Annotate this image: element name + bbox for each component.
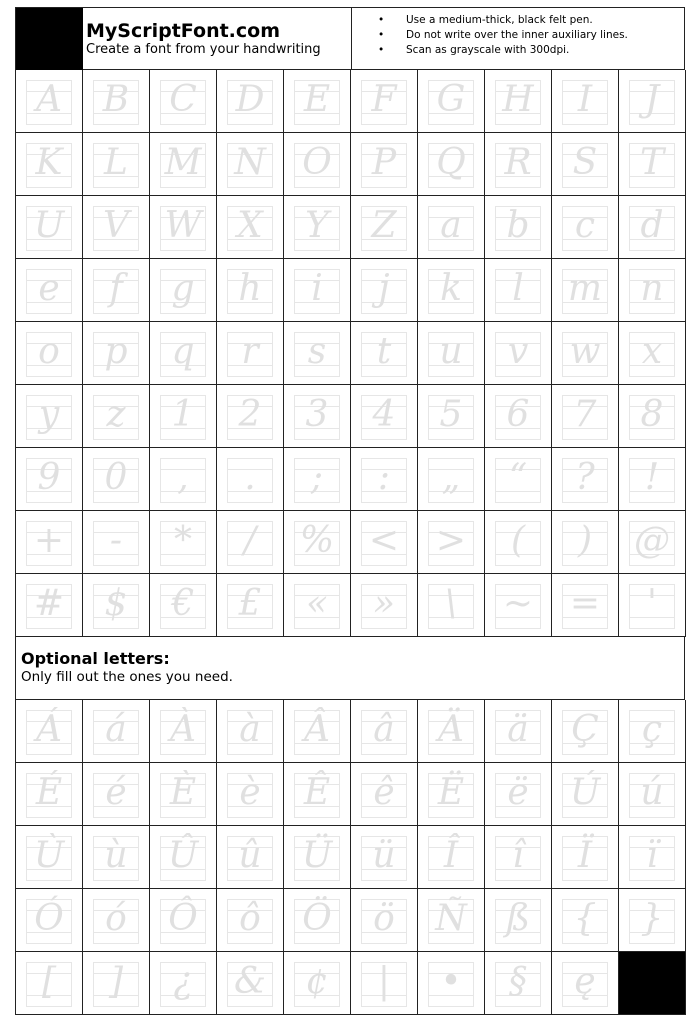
glyph-template: g bbox=[171, 268, 195, 309]
glyph-template: { bbox=[573, 898, 597, 939]
glyph-cell bbox=[217, 511, 284, 574]
glyph-template: V bbox=[103, 205, 129, 246]
glyph-cell bbox=[552, 511, 619, 574]
glyph-template: ï bbox=[646, 835, 658, 876]
instruction-item: • Do not write over the inner auxiliary lines. bbox=[376, 28, 628, 43]
glyph-template: } bbox=[640, 898, 664, 939]
glyph-cell bbox=[284, 574, 351, 637]
glyph-template: S bbox=[572, 142, 598, 183]
glyph-template: > bbox=[435, 520, 467, 561]
glyph-template: Á bbox=[36, 709, 62, 750]
glyph-template: k bbox=[440, 268, 462, 309]
glyph-template: n bbox=[640, 268, 664, 309]
glyph-template: â bbox=[373, 709, 395, 750]
glyph-cell bbox=[418, 322, 485, 385]
glyph-template: « bbox=[305, 583, 329, 624]
glyph-cell bbox=[552, 322, 619, 385]
glyph-cell bbox=[351, 259, 418, 322]
glyph-cell bbox=[552, 259, 619, 322]
glyph-template: Q bbox=[436, 142, 466, 183]
glyph-template: m bbox=[567, 268, 603, 309]
glyph-cell bbox=[217, 196, 284, 259]
glyph-template: r bbox=[241, 331, 259, 372]
glyph-template: ó bbox=[105, 898, 127, 939]
glyph-cell bbox=[418, 700, 485, 763]
glyph-template: Ü bbox=[301, 835, 333, 876]
glyph-cell bbox=[351, 826, 418, 889]
glyph-cell bbox=[83, 322, 150, 385]
glyph-cell bbox=[150, 259, 217, 322]
glyph-cell bbox=[83, 133, 150, 196]
glyph-cell bbox=[16, 826, 83, 889]
glyph-cell bbox=[83, 763, 150, 826]
glyph-cell bbox=[619, 826, 686, 889]
glyph-template: £ bbox=[238, 583, 262, 624]
glyph-template: o bbox=[38, 331, 60, 372]
glyph-template: Ï bbox=[577, 835, 593, 876]
instruction-item: • Use a medium-thick, black felt pen. bbox=[376, 13, 628, 28]
glyph-cell bbox=[83, 70, 150, 133]
glyph-template: M bbox=[164, 142, 202, 183]
glyph-cell bbox=[16, 448, 83, 511]
glyph-template: v bbox=[507, 331, 529, 372]
glyph-cell bbox=[418, 889, 485, 952]
glyph-template: + bbox=[33, 520, 65, 561]
glyph-cell bbox=[16, 259, 83, 322]
glyph-cell bbox=[284, 511, 351, 574]
glyph-template: G bbox=[436, 79, 466, 120]
glyph-cell bbox=[418, 511, 485, 574]
glyph-cell bbox=[83, 700, 150, 763]
glyph-cell bbox=[485, 448, 552, 511]
glyph-template: b bbox=[506, 205, 530, 246]
glyph-cell bbox=[619, 763, 686, 826]
glyph-template: p bbox=[104, 331, 128, 372]
glyph-template: § bbox=[509, 961, 527, 1002]
glyph-cell bbox=[552, 385, 619, 448]
glyph-template: E bbox=[303, 79, 331, 120]
glyph-template: Ú bbox=[569, 772, 601, 813]
glyph-template: • bbox=[440, 961, 462, 1002]
glyph-template: W bbox=[164, 205, 202, 246]
glyph-cell bbox=[418, 196, 485, 259]
glyph-cell bbox=[418, 259, 485, 322]
glyph-cell bbox=[284, 385, 351, 448]
glyph-template: ¢ bbox=[305, 961, 329, 1002]
glyph-cell bbox=[217, 952, 284, 1015]
glyph-template: ~ bbox=[502, 583, 534, 624]
glyph-cell bbox=[150, 889, 217, 952]
glyph-cell bbox=[418, 574, 485, 637]
glyph-cell bbox=[284, 826, 351, 889]
glyph-template: 8 bbox=[640, 394, 664, 435]
glyph-cell bbox=[284, 196, 351, 259]
glyph-template: D bbox=[235, 79, 265, 120]
glyph-cell bbox=[351, 952, 418, 1015]
glyph-template: Z bbox=[371, 205, 397, 246]
glyph-cell bbox=[16, 511, 83, 574]
glyph-template: 6 bbox=[506, 394, 530, 435]
optional-section-header bbox=[15, 637, 685, 700]
glyph-template: À bbox=[170, 709, 196, 750]
glyph-cell bbox=[351, 763, 418, 826]
glyph-cell bbox=[217, 133, 284, 196]
glyph-cell bbox=[485, 700, 552, 763]
optional-glyph-grid bbox=[15, 700, 685, 1015]
glyph-cell bbox=[351, 70, 418, 133]
glyph-template: Ë bbox=[437, 772, 465, 813]
glyph-template: O bbox=[302, 142, 332, 183]
glyph-template: ë bbox=[507, 772, 529, 813]
glyph-template: 1 bbox=[171, 394, 195, 435]
optional-title: Optional letters: bbox=[21, 649, 170, 668]
glyph-cell bbox=[485, 259, 552, 322]
glyph-cell bbox=[150, 70, 217, 133]
glyph-cell bbox=[284, 448, 351, 511]
glyph-cell bbox=[351, 448, 418, 511]
main-glyph-grid bbox=[15, 70, 685, 637]
glyph-template: ä bbox=[507, 709, 529, 750]
glyph-cell bbox=[217, 385, 284, 448]
glyph-template: € bbox=[171, 583, 195, 624]
glyph-template: R bbox=[504, 142, 532, 183]
glyph-template: q bbox=[171, 331, 195, 372]
glyph-cell bbox=[485, 952, 552, 1015]
glyph-cell bbox=[217, 826, 284, 889]
glyph-cell bbox=[83, 259, 150, 322]
glyph-template: Û bbox=[167, 835, 199, 876]
glyph-cell bbox=[83, 385, 150, 448]
glyph-cell bbox=[16, 952, 83, 1015]
glyph-template: L bbox=[104, 142, 128, 183]
glyph-cell bbox=[485, 196, 552, 259]
glyph-cell bbox=[83, 889, 150, 952]
glyph-cell bbox=[619, 133, 686, 196]
glyph-cell bbox=[83, 574, 150, 637]
site-title: MyScriptFont.com bbox=[86, 20, 281, 42]
glyph-cell bbox=[16, 385, 83, 448]
glyph-cell bbox=[150, 385, 217, 448]
glyph-cell bbox=[150, 322, 217, 385]
glyph-cell bbox=[83, 196, 150, 259]
glyph-template: , bbox=[177, 457, 189, 498]
glyph-cell bbox=[217, 763, 284, 826]
glyph-cell bbox=[485, 511, 552, 574]
glyph-cell bbox=[351, 889, 418, 952]
glyph-cell bbox=[485, 133, 552, 196]
glyph-template: ß bbox=[505, 898, 531, 939]
glyph-template: á bbox=[105, 709, 127, 750]
glyph-cell bbox=[217, 448, 284, 511]
glyph-cell bbox=[284, 133, 351, 196]
glyph-cell bbox=[351, 133, 418, 196]
glyph-cell bbox=[619, 889, 686, 952]
glyph-template: » bbox=[372, 583, 396, 624]
glyph-template: x bbox=[641, 331, 663, 372]
glyph-template: j bbox=[378, 268, 390, 309]
glyph-cell bbox=[619, 574, 686, 637]
glyph-template: ' bbox=[647, 583, 657, 624]
glyph-template: B bbox=[102, 79, 130, 120]
glyph-cell bbox=[150, 196, 217, 259]
optional-subtitle: Only fill out the ones you need. bbox=[21, 669, 233, 685]
glyph-cell bbox=[351, 322, 418, 385]
glyph-template: ç bbox=[641, 709, 663, 750]
glyph-template: % bbox=[299, 520, 335, 561]
glyph-template: C bbox=[169, 79, 197, 120]
header bbox=[15, 7, 685, 70]
brand bbox=[86, 20, 321, 58]
glyph-template: Â bbox=[304, 709, 330, 750]
glyph-template: * bbox=[174, 520, 192, 561]
glyph-template: : bbox=[377, 457, 391, 498]
glyph-cell bbox=[418, 952, 485, 1015]
glyph-template: 9 bbox=[37, 457, 61, 498]
glyph-cell bbox=[418, 70, 485, 133]
glyph-template: ] bbox=[108, 961, 124, 1002]
glyph-template: = bbox=[569, 583, 601, 624]
glyph-template: Ê bbox=[303, 772, 331, 813]
glyph-template: Ç bbox=[571, 709, 599, 750]
glyph-cell bbox=[284, 952, 351, 1015]
glyph-template: U bbox=[33, 205, 65, 246]
glyph-cell bbox=[284, 700, 351, 763]
glyph-template: l bbox=[512, 268, 524, 309]
glyph-cell bbox=[16, 322, 83, 385]
glyph-cell bbox=[16, 70, 83, 133]
glyph-template: I bbox=[577, 79, 593, 120]
glyph-cell bbox=[619, 70, 686, 133]
glyph-template: „ bbox=[441, 457, 461, 498]
glyph-template: ) bbox=[577, 520, 593, 561]
glyph-cell bbox=[485, 826, 552, 889]
glyph-cell bbox=[552, 448, 619, 511]
glyph-template: Ö bbox=[302, 898, 332, 939]
glyph-template: H bbox=[502, 79, 534, 120]
glyph-template: s bbox=[307, 331, 327, 372]
glyph-template: û bbox=[238, 835, 262, 876]
glyph-cell bbox=[418, 763, 485, 826]
glyph-template: w bbox=[569, 331, 601, 372]
site-subtitle: Create a font from your handwriting bbox=[86, 42, 321, 57]
glyph-template: 5 bbox=[439, 394, 463, 435]
glyph-cell bbox=[418, 385, 485, 448]
glyph-cell bbox=[16, 889, 83, 952]
glyph-cell bbox=[619, 259, 686, 322]
glyph-cell bbox=[217, 70, 284, 133]
glyph-cell bbox=[351, 700, 418, 763]
glyph-cell bbox=[284, 322, 351, 385]
glyph-template: | bbox=[377, 961, 391, 1002]
glyph-template: Ô bbox=[168, 898, 198, 939]
glyph-template: ü bbox=[372, 835, 396, 876]
glyph-template: É bbox=[35, 772, 63, 813]
glyph-cell bbox=[150, 952, 217, 1015]
glyph-cell bbox=[217, 700, 284, 763]
glyph-template: N bbox=[234, 142, 266, 183]
glyph-cell bbox=[284, 763, 351, 826]
glyph-cell bbox=[619, 322, 686, 385]
glyph-template: ( bbox=[510, 520, 526, 561]
glyph-template: a bbox=[440, 205, 462, 246]
glyph-template: è bbox=[239, 772, 261, 813]
glyph-cell bbox=[485, 574, 552, 637]
glyph-template: z bbox=[106, 394, 126, 435]
glyph-cell bbox=[217, 322, 284, 385]
glyph-template: ô bbox=[239, 898, 261, 939]
glyph-template: & bbox=[233, 961, 267, 1002]
glyph-template: Ù bbox=[33, 835, 65, 876]
glyph-cell bbox=[485, 322, 552, 385]
glyph-template: < bbox=[368, 520, 400, 561]
glyph-cell bbox=[284, 70, 351, 133]
glyph-template: Ó bbox=[34, 898, 64, 939]
glyph-template: “ bbox=[508, 457, 528, 498]
glyph-cell bbox=[150, 700, 217, 763]
glyph-cell bbox=[284, 259, 351, 322]
glyph-cell bbox=[351, 196, 418, 259]
glyph-template: È bbox=[169, 772, 197, 813]
glyph-cell bbox=[418, 133, 485, 196]
glyph-cell bbox=[83, 952, 150, 1015]
glyph-template: J bbox=[644, 79, 660, 120]
glyph-cell bbox=[150, 448, 217, 511]
glyph-cell bbox=[16, 133, 83, 196]
glyph-cell bbox=[150, 826, 217, 889]
glyph-cell bbox=[217, 574, 284, 637]
glyph-cell bbox=[552, 826, 619, 889]
glyph-template: Î bbox=[443, 835, 459, 876]
glyph-template: # bbox=[33, 583, 65, 624]
glyph-template: t bbox=[376, 331, 392, 372]
glyph-cell bbox=[150, 511, 217, 574]
glyph-template: e bbox=[38, 268, 60, 309]
glyph-cell bbox=[552, 133, 619, 196]
glyph-template: ę bbox=[574, 961, 596, 1002]
glyph-cell bbox=[150, 574, 217, 637]
glyph-template: f bbox=[109, 268, 123, 309]
glyph-template: 0 bbox=[104, 457, 128, 498]
glyph-cell bbox=[217, 889, 284, 952]
glyph-template: $ bbox=[104, 583, 128, 624]
glyph-cell bbox=[83, 448, 150, 511]
glyph-template: K bbox=[35, 142, 63, 183]
glyph-cell bbox=[83, 826, 150, 889]
glyph-template: @ bbox=[634, 520, 670, 561]
glyph-template: 2 bbox=[238, 394, 262, 435]
glyph-template: \ bbox=[444, 583, 458, 624]
glyph-cell bbox=[16, 763, 83, 826]
glyph-cell bbox=[16, 574, 83, 637]
glyph-cell bbox=[552, 952, 619, 1015]
glyph-cell bbox=[619, 700, 686, 763]
glyph-cell bbox=[217, 259, 284, 322]
glyph-template: ; bbox=[310, 457, 324, 498]
glyph-cell bbox=[418, 826, 485, 889]
alignment-marker-top-left bbox=[16, 8, 83, 70]
glyph-cell bbox=[16, 196, 83, 259]
template-sheet bbox=[15, 7, 685, 1015]
glyph-template: ? bbox=[575, 457, 595, 498]
glyph-template: 7 bbox=[573, 394, 597, 435]
glyph-cell bbox=[83, 511, 150, 574]
glyph-template: u bbox=[439, 331, 463, 372]
glyph-template: . bbox=[244, 457, 256, 498]
glyph-template: F bbox=[371, 79, 397, 120]
glyph-cell bbox=[150, 133, 217, 196]
glyph-template: ! bbox=[644, 457, 660, 498]
glyph-template: - bbox=[109, 520, 123, 561]
glyph-cell bbox=[351, 385, 418, 448]
instructions-list bbox=[376, 13, 628, 58]
glyph-template: Ñ bbox=[435, 898, 467, 939]
glyph-template: Y bbox=[305, 205, 329, 246]
glyph-cell bbox=[418, 448, 485, 511]
glyph-cell bbox=[552, 196, 619, 259]
glyph-cell bbox=[351, 574, 418, 637]
glyph-template: ö bbox=[373, 898, 395, 939]
glyph-cell bbox=[619, 448, 686, 511]
glyph-cell bbox=[284, 889, 351, 952]
glyph-cell bbox=[485, 763, 552, 826]
glyph-template: î bbox=[512, 835, 524, 876]
glyph-template: 3 bbox=[305, 394, 329, 435]
glyph-cell bbox=[552, 763, 619, 826]
glyph-cell bbox=[552, 70, 619, 133]
glyph-template: ú bbox=[640, 772, 664, 813]
alignment-marker-bottom-right bbox=[619, 952, 686, 1015]
glyph-cell bbox=[619, 196, 686, 259]
glyph-cell bbox=[552, 574, 619, 637]
glyph-template: d bbox=[640, 205, 664, 246]
glyph-template: Ä bbox=[438, 709, 464, 750]
glyph-template: A bbox=[36, 79, 62, 120]
glyph-template: X bbox=[237, 205, 263, 246]
glyph-cell bbox=[619, 511, 686, 574]
glyph-template: 4 bbox=[372, 394, 396, 435]
glyph-template: ê bbox=[373, 772, 395, 813]
glyph-cell bbox=[485, 70, 552, 133]
glyph-cell bbox=[351, 511, 418, 574]
glyph-template: h bbox=[238, 268, 262, 309]
glyph-template: c bbox=[574, 205, 596, 246]
glyph-cell bbox=[619, 385, 686, 448]
glyph-cell bbox=[552, 700, 619, 763]
glyph-cell bbox=[16, 700, 83, 763]
glyph-template: ù bbox=[104, 835, 128, 876]
glyph-template: i bbox=[311, 268, 323, 309]
glyph-template: / bbox=[243, 520, 257, 561]
header-divider bbox=[351, 8, 352, 70]
glyph-template: y bbox=[38, 394, 60, 435]
glyph-template: P bbox=[371, 142, 397, 183]
glyph-template: ¿ bbox=[173, 961, 193, 1002]
glyph-cell bbox=[485, 889, 552, 952]
glyph-template: [ bbox=[41, 961, 57, 1002]
glyph-cell bbox=[150, 763, 217, 826]
glyph-cell bbox=[552, 889, 619, 952]
glyph-cell bbox=[485, 385, 552, 448]
glyph-template: é bbox=[105, 772, 127, 813]
instruction-item: • Scan as grayscale with 300dpi. bbox=[376, 43, 628, 58]
glyph-template: à bbox=[239, 709, 261, 750]
glyph-template: T bbox=[639, 142, 664, 183]
